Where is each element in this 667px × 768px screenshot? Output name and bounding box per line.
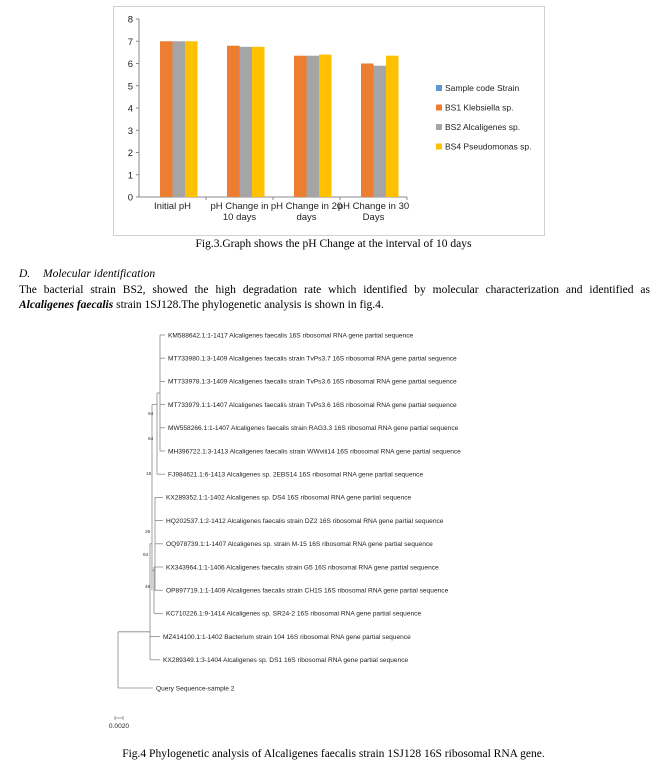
legend-swatch [436,85,442,91]
tree-leaf-label: KC710226.1:9-1414 Alcaligenes sp. SR24-2 16S ribosomal RNA gene partial sequence [166,610,422,618]
bar [361,64,374,198]
legend-swatch [436,124,442,130]
bootstrap-value: 15 [146,472,152,477]
body-paragraph [19,283,650,312]
legend-label: BS2 Alcaligenes sp. [445,122,521,132]
tree-leaf-label: KX289352.1:1-1402 Alcaligenes sp. DS4 16S ribosomal RNA gene partial sequence [166,494,412,502]
tree-leaf-label: OQ978739.1:1-1407 Alcaligenes sp. strain M-15 16S ribosomal RNA gene partial sequence [166,541,433,549]
bootstrap-value: 64 [148,437,154,442]
ph-bar-chart [113,6,545,236]
tree-leaf-label: MT733979.1:1-1407 Alcaligenes faecalis strain TvPs3.6 16S ribosomal RNA gene partial sequence [168,401,457,409]
tree-leaf-label: KX289349.1:3-1404 Alcaligenes sp. DS1 16S ribosomal RNA gene partial sequence [163,657,409,665]
bar [173,41,186,197]
tree-leaf-label: Query Sequence-sample 2 [156,685,235,693]
x-tick-label: Initial pH [154,201,191,212]
x-tick-label: pH Change in 30 Days [337,201,410,223]
tree-leaf-label: KM588642.1:1-1417 Alcaligenes faecalis 16S ribosomal RNA gene partial sequence [168,332,414,340]
bar [374,66,387,197]
bar [227,46,240,197]
legend-label: BS4 Pseudomonas sp. [445,141,532,152]
paragraph-line-1: The bacterial strain BS2, showed the high degradation rate which identified by molecular characterization and identified as [19,284,650,296]
y-tick-label: 2 [127,148,133,159]
tree-leaf-label: MH396722.1:3-1413 Alcaligenes faecalis strain WWviii14 16S ribosomal RNA gene partial sequence [168,448,461,456]
bootstrap-value: 46 [145,585,151,590]
bar [240,47,253,197]
phylogenetic-tree [0,330,667,740]
tree-leaf-label: MT733980.1:3-1409 Alcaligenes faecalis strain TvPs3.7 16S ribosomal RNA gene partial sequence [168,355,457,363]
bootstrap-value: 64 [143,553,149,558]
bar [307,56,320,197]
y-tick-label: 3 [127,125,133,137]
section-heading [19,268,155,280]
y-tick-label: 0 [127,192,133,204]
bar [386,56,399,197]
legend-label: Sample code Strain [445,83,520,93]
fig3-caption: Fig.3.Graph shows the pH Change at the interval of 10 days [195,238,472,250]
section-title: Molecular identification [43,268,156,280]
bar [160,41,173,197]
organism-name: Alcaligenes faecalis [19,298,114,311]
bar [185,41,198,197]
section-number: D. [19,268,31,280]
tree-leaf-label: FJ984621.1:6-1413 Alcaligenes sp. 2EBS14 16S ribosomal RNA gene partial sequence [168,471,424,479]
y-tick-label: 1 [127,170,133,182]
tree-leaf-label: MW558266.1:1-1407 Alcaligenes faecalis strain RAG3.3 16S ribosomal RNA gene partial sequence [168,425,459,433]
chart-canvas [114,7,546,237]
legend-swatch [436,105,442,111]
tree-leaf-label: MZ414100.1:1-1402 Bacterium strain 104 16S ribosomal RNA gene partial sequence [163,633,411,641]
y-tick-label: 8 [127,14,133,26]
x-tick-label: pH Change in 10 days [210,201,269,223]
x-tick-label: pH Change in 20 days [270,201,343,223]
tree-leaf-label: OP897719.1:1-1409 Alcaligenes faecalis strain CH1S 16S ribosomal RNA gene partial sequence [166,587,449,595]
bar [252,47,265,197]
tree-leaf-label: KX343964.1:1-1406 Alcaligenes faecalis strain G5 16S ribosomal RNA gene partial sequence [166,564,439,572]
legend-label: BS1 Klebsiella sp. [445,102,514,113]
bar [319,55,332,197]
paragraph-line-2: strain 1SJ128.The phylogenetic analysis is shown in fig.4. [113,298,384,311]
tree-leaf-label: HQ202537.1:2-1412 Alcaligenes faecalis strain DZ2 16S ribosomal RNA gene partial sequence [166,517,444,525]
y-tick-label: 5 [127,81,133,93]
tree-leaf-label: MT733978.1:3-1409 Alcaligenes faecalis strain TvPs3.6 16S ribosomal RNA gene partial sequence [168,378,457,386]
bootstrap-value: 64 [148,412,154,417]
fig4-caption: Fig.4 Phylogenetic analysis of Alcaligenes faecalis strain 1SJ128 16S ribosomal RNA gene. [122,748,545,760]
y-tick-label: 7 [127,36,133,48]
legend-swatch [436,144,442,150]
bootstrap-value: 26 [145,530,151,535]
y-tick-label: 6 [127,59,133,70]
scale-label: 0.0020 [108,723,130,730]
y-tick-label: 4 [127,103,133,115]
bar [294,56,307,197]
